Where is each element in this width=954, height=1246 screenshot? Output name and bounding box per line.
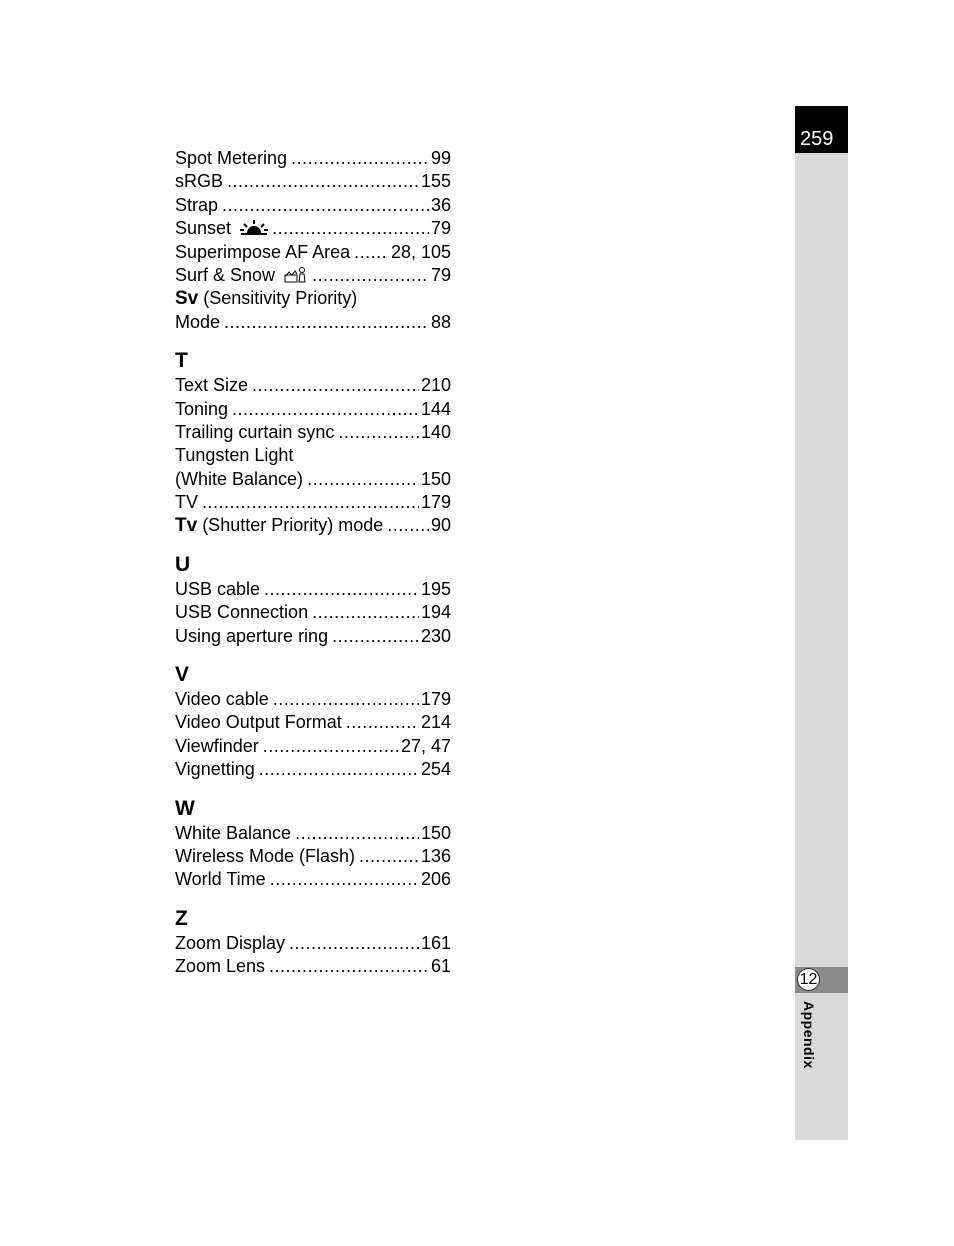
- chapter-number-badge: 12: [797, 968, 820, 991]
- entry-term: Spot Metering: [175, 148, 288, 168]
- entry-term: (Sensitivity Priority): [198, 288, 358, 309]
- index-entry: [175, 194, 451, 217]
- index-entry: [175, 601, 451, 624]
- entry-pages: 36: [430, 194, 451, 215]
- index-entry: [175, 444, 451, 467]
- entry-pages: 206: [420, 869, 451, 890]
- index-entry: [175, 845, 451, 868]
- leader-dots: [202, 491, 419, 514]
- page-number: 259: [795, 106, 848, 153]
- entry-pages: 179: [420, 689, 451, 710]
- entry-pages: 230: [420, 625, 451, 646]
- leader-dots: [252, 374, 419, 397]
- leader-dots: [295, 822, 419, 845]
- index-entry: [175, 868, 451, 891]
- entry-pages: 140: [420, 421, 451, 442]
- index-entry: [175, 264, 451, 287]
- index-entry: [175, 170, 451, 193]
- section-letter-z: Z: [175, 906, 188, 930]
- index-entry: [175, 758, 451, 781]
- leader-dots: [270, 868, 419, 891]
- entry-pages: 194: [420, 602, 451, 623]
- index-entry: [175, 711, 451, 734]
- section-letter-u: U: [175, 552, 191, 576]
- entry-pages: 28, 105: [390, 241, 451, 262]
- leader-dots: [289, 932, 419, 955]
- index-entry: [175, 822, 451, 845]
- entry-term: (White Balance): [175, 468, 304, 489]
- entry-pages: 99: [430, 148, 451, 168]
- index-entry: [175, 932, 451, 955]
- entry-term: USB cable: [175, 578, 261, 599]
- index-entry: [175, 241, 451, 264]
- leader-dots: [273, 688, 419, 711]
- entry-term: Video Output Format: [175, 712, 342, 733]
- entry-term: Zoom Display: [175, 932, 286, 953]
- leader-dots: [338, 421, 419, 444]
- index-entry: [175, 287, 451, 310]
- entry-pages: 27, 47: [400, 735, 451, 756]
- entry-term: Toning: [175, 398, 229, 419]
- leader-dots: [354, 241, 389, 264]
- index-entry: [175, 735, 451, 758]
- index-entry: [175, 688, 451, 711]
- entry-term: Vignetting: [175, 759, 255, 780]
- entry-pages: 79: [430, 218, 451, 239]
- leader-dots: [222, 194, 429, 217]
- entry-term: Strap: [175, 194, 219, 215]
- index-entry: [175, 468, 451, 491]
- leader-dots: [291, 147, 429, 170]
- entry-term-text: (Shutter Priority) mode: [197, 515, 384, 536]
- entry-term: Zoom Lens: [175, 956, 266, 977]
- sv-mode-glyph: Sv: [175, 288, 199, 310]
- entry-term: World Time: [175, 869, 266, 890]
- entry-pages: 136: [420, 845, 451, 866]
- entry-term: Text Size: [175, 375, 249, 396]
- index-entry: [175, 147, 451, 170]
- index-entry: [175, 421, 451, 444]
- entry-term: [175, 514, 383, 537]
- entry-pages: 214: [420, 712, 451, 733]
- tv-mode-glyph: Tv: [175, 515, 198, 537]
- entry-term: TV: [175, 492, 199, 513]
- entry-pages: 161: [420, 932, 451, 953]
- entry-pages: 144: [420, 398, 451, 419]
- index-entry: [175, 514, 451, 537]
- index-entry: [175, 374, 451, 397]
- leader-dots: [359, 845, 419, 868]
- leader-dots: [387, 514, 429, 537]
- section-letter-v: V: [175, 663, 190, 687]
- entry-term: Using aperture ring: [175, 625, 329, 646]
- leader-dots: [232, 398, 419, 421]
- entry-term-text: Surf & Snow: [175, 264, 276, 285]
- leader-dots: [307, 468, 419, 491]
- index-entry: [175, 578, 451, 601]
- leader-dots: [312, 264, 429, 287]
- leader-dots: [269, 955, 429, 978]
- index-entry: [175, 625, 451, 648]
- leader-dots: [227, 170, 419, 193]
- entry-term: sRGB: [175, 171, 224, 192]
- entry-term: Video cable: [175, 689, 269, 710]
- entry-term-text: Sunset: [175, 218, 232, 239]
- entry-pages: 210: [420, 375, 451, 396]
- index-entry: [175, 398, 451, 421]
- section-letter-t: T: [175, 349, 188, 373]
- entry-term: Tungsten Light: [175, 445, 294, 466]
- entry-pages: 179: [420, 492, 451, 513]
- entry-term: Trailing curtain sync: [175, 421, 335, 442]
- entry-pages: 61: [430, 956, 451, 977]
- entry-pages: 150: [420, 822, 451, 843]
- leader-dots: [312, 601, 419, 624]
- entry-term: Wireless Mode (Flash): [175, 845, 356, 866]
- leader-dots: [264, 578, 419, 601]
- entry-pages: 88: [430, 311, 451, 332]
- section-letter-w: W: [175, 796, 195, 820]
- entry-pages: 150: [420, 468, 451, 489]
- entry-term: Viewfinder: [175, 735, 259, 756]
- leader-dots: [332, 625, 419, 648]
- entry-term: White Balance: [175, 822, 292, 843]
- index-entry: [175, 217, 451, 240]
- chapter-label: Appendix: [801, 1001, 817, 1069]
- index-column: [175, 147, 451, 979]
- leader-dots: [263, 735, 399, 758]
- entry-pages: 90: [430, 515, 451, 536]
- leader-dots: [272, 217, 429, 240]
- leader-dots: [224, 311, 429, 334]
- entry-pages: 79: [430, 264, 451, 285]
- entry-term: USB Connection: [175, 602, 309, 623]
- entry-pages: 254: [420, 759, 451, 780]
- index-entry: [175, 311, 451, 334]
- entry-pages: 195: [420, 578, 451, 599]
- leader-dots: [259, 758, 419, 781]
- entry-term: Mode: [175, 311, 221, 332]
- index-entry: [175, 491, 451, 514]
- entry-term: Superimpose AF Area: [175, 241, 351, 262]
- entry-pages: 155: [420, 171, 451, 192]
- index-entry: [175, 955, 451, 978]
- leader-dots: [346, 711, 419, 734]
